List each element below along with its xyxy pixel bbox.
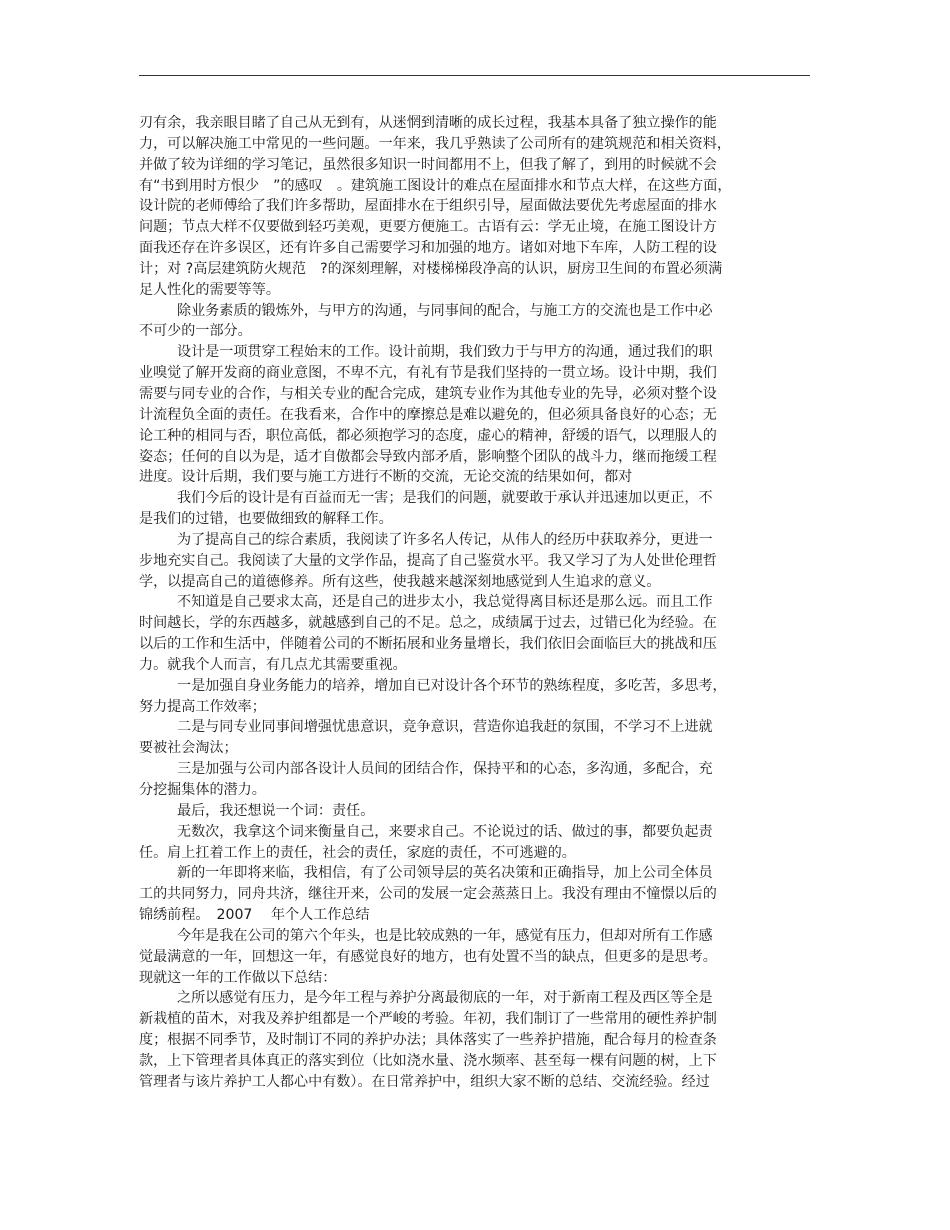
text-line: 最后，我还想说一个词：责任。 (177, 802, 375, 819)
text-line: 三是加强与公司内部各设计人员间的团结合作，保持平和的心态，多沟通，多配合，充 (177, 761, 713, 778)
text-line: 力，可以解决施工中常见的一些问题。一年来，我几乎熟读了公司所有的建筑规范和相关资料， (139, 135, 731, 152)
text-line: 无数次，我拿这个词来衡量自己，来要求自己。不论说过的话、做过的事，都要负起责 (177, 823, 713, 840)
text-line: 面我还存在许多误区，还有许多自己需要学习和加强的地方。诸如对地下车库，人防工程的设 (139, 240, 717, 257)
text-line: 努力提高工作效率； (139, 698, 266, 715)
text-line: 款，上下管理者具体真正的落实到位（比如浇水量、浇水频率、甚至每一棵有问题的树，上下 (139, 1052, 717, 1069)
text-line: 是我们的过错，也要做细致的解释工作。 (139, 511, 393, 528)
text-line: 力。就我个人而言，有几点尤其需要重视。 (139, 656, 407, 673)
text-line: 管理者与该片养护工人都心中有数）。在日常养护中，组织大家不断的总结、交流经验。经过 (139, 1073, 710, 1090)
text-line: 今年是我在公司的第六个年头，也是比较成熟的一年，感觉有压力，但却对所有工作感 (177, 927, 713, 944)
text-line: 新栽植的苗木，对我及养护组都是一个严峻的考验。年初，我们制订了一些常用的硬性养护制 (139, 1011, 717, 1028)
text-line: 计；对 ?高层建筑防火规范 ?的深刻理解，对楼梯梯段净高的认识，厨房卫生间的布置必须满 (139, 260, 723, 277)
text-line: 为了提高自己的综合素质，我阅读了许多名人传记，从伟人的经历中获取养分，更进一 (177, 531, 713, 548)
text-line: 二是与同专业同事间增强忧患意识，竞争意识，营造你追我赶的氛围，不学习不上进就 (177, 719, 713, 736)
text-line: 姿态；任何的自以为是，适才自傲都会导致内部矛盾，影响整个团队的战斗力，继而拖缓工程 (139, 448, 717, 465)
text-line: 时间越长，学的东西越多，就越感到自己的不足。总之，成绩属于过去，过错已化为经验。在 (139, 615, 717, 632)
text-line: 刃有余，我亲眼目睹了自己从无到有，从迷惘到清晰的成长过程，我基本具备了独立操作的能 (139, 115, 717, 131)
text-line: 进度。设计后期，我们要与施工方进行不断的交流，无论交流的结果如何，都对 (139, 469, 633, 486)
text-line: 除业务素质的锻炼外，与甲方的沟通，与同事间的配合，与施工方的交流也是工作中必 (177, 302, 713, 319)
text-line: 锦绣前程。 2007 年个人工作总结 (139, 907, 370, 924)
text-line: 论工种的相同与否，职位高低，都必须抱学习的态度，虚心的精神，舒缓的语气，以理服人的 (139, 427, 717, 444)
text-line: 设计院的老师傅给了我们许多帮助，屋面排水在于组织引导，屋面做法要优先考虑屋面的排水 (139, 198, 717, 215)
text-line: 工的共同努力，同舟共济，继往开来，公司的发展一定会蒸蒸日上。我没有理由不憧憬以后的 (139, 886, 717, 903)
text-line: 以后的工作和生活中，伴随着公司的不断拓展和业务量增长，我们依旧会面临巨大的挑战和压 (139, 636, 717, 653)
text-line: 分挖掘集体的潜力。 (139, 782, 266, 798)
text-line: 计流程负全面的责任。在我看来，合作中的摩擦总是难以避免的，但必须具备良好的心态；无 (139, 406, 717, 423)
document-body (139, 113, 810, 1093)
text-line: 度；根据不同季节，及时制订不同的养护办法；具体落实了一些养护措施，配合每月的检查条 (139, 1032, 717, 1049)
text-line: 之所以感觉有压力，是今年工程与养护分离最彻底的一年，对于新南工程及西区等全是 (177, 990, 713, 1007)
text-line: 我们今后的设计是有百益而无一害；是我们的问题，就要敢于承认并迅速加以更正，不 (177, 490, 713, 507)
text-line: 要被社会淘汰； (139, 740, 238, 757)
text-line: 不知道是自己要求太高，还是自己的进步太小，我总觉得离目标还是那么远。而且工作 (177, 594, 713, 611)
text-line: 足人性化的需要等等。 (139, 281, 280, 298)
text-line: 学，以提高自己的道德修养。所有这些，使我越来越深刻地感觉到人生追求的意义。 (139, 573, 661, 590)
text-line: 新的一年即将来临，我相信，有了公司领导层的英名决策和正确指导，加上公司全体员 (177, 865, 713, 882)
text-line: 一是加强自身业务能力的培养，增加自已对设计各个环节的熟练程度，多吃苦，多思考， (177, 677, 727, 694)
text-line: 不可少的一部分。 (139, 323, 252, 340)
text-line: 步地充实自己。我阅读了大量的文学作品，提高了自己鉴赏水平。我又学习了为人处世伦理哲 (139, 552, 717, 569)
text-line: 设计是一项贯穿工程始末的工作。设计前期，我们致力于与甲方的沟通，通过我们的职 (177, 344, 713, 361)
header-rule (139, 75, 810, 76)
text-line: 觉最满意的一年，回想这一年，有感觉良好的地方，也有处置不当的缺点，但更多的是思考。 (139, 948, 717, 965)
text-line: 业嗅觉了解开发商的商业意图，不卑不亢，有礼有节是我们坚持的一贯立场。设计中期，我们 (139, 365, 717, 382)
text-line: 有“书到用时方恨少 ”的感叹 。建筑施工图设计的难点在屋面排水和节点大样，在这些方面， (139, 177, 732, 194)
text-line: 任。肩上扛着工作上的责任，社会的责任，家庭的责任，不可逃避的。 (139, 844, 576, 861)
text-line: 问题；节点大样不仅要做到轻巧美观，更要方便施工。古语有云：学无止境，在施工图设计方 (139, 219, 717, 236)
text-line: 需要与同专业的合作，与相关专业的配合完成，建筑专业作为其他专业的先导，必须对整个设 (139, 385, 717, 402)
text-line: 并做了较为详细的学习笔记，虽然很多知识一时间都用不上，但我了解了，到用的时候就不会 (139, 156, 717, 173)
text-line: 现就这一年的工作做以下总结： (139, 969, 337, 986)
